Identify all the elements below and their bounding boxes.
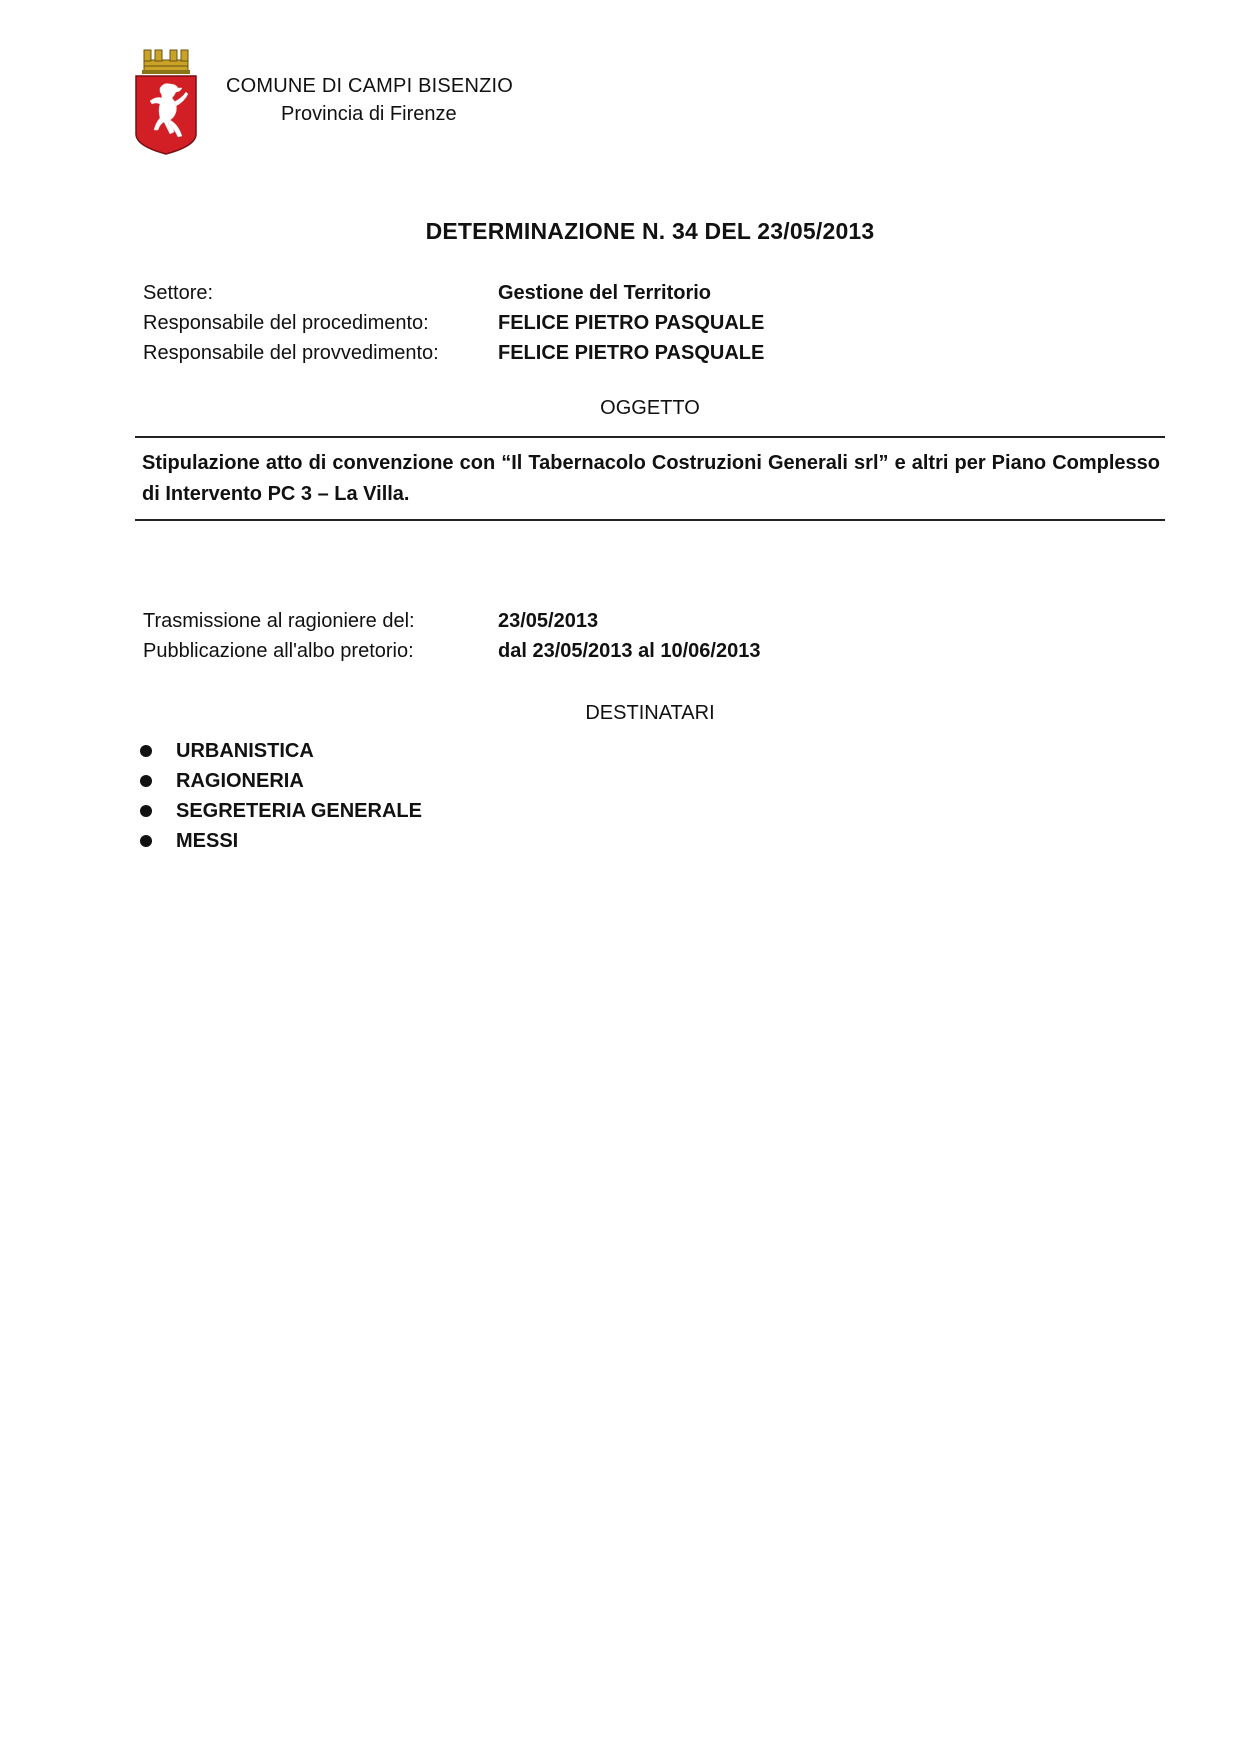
document-title: DETERMINAZIONE N. 34 DEL 23/05/2013 [425, 218, 875, 244]
recipients-list [140, 736, 422, 856]
comune-name: COMUNE DI CAMPI BISENZIO [226, 75, 514, 97]
campi-bisenzio-crest-icon [134, 46, 198, 156]
info-value: Gestione del Territorio [498, 282, 711, 304]
info-row-pubblicazione [143, 636, 760, 666]
info-value: FELICE PIETRO PASQUALE [498, 342, 765, 364]
list-item [140, 826, 422, 856]
info-label: Responsabile del procedimento: [143, 312, 429, 334]
info-label: Settore: [143, 282, 214, 304]
divider-top [135, 436, 1165, 438]
info-block-bottom [143, 606, 760, 666]
header-text [226, 72, 513, 128]
list-item [140, 736, 422, 766]
bullet-icon [140, 745, 152, 757]
bullet-icon [140, 775, 152, 787]
oggetto-text: Stipulazione atto di convenzione con “Il Tabernacolo Costruzioni Generali srl” e altri per Piano Complesso di Intervento PC 3 – La Villa. [142, 452, 1160, 505]
recipient-label: RAGIONERIA [176, 770, 304, 792]
list-item [140, 766, 422, 796]
destinatari-heading: DESTINATARI [585, 702, 715, 724]
info-row-settore [143, 278, 764, 308]
info-value: FELICE PIETRO PASQUALE [498, 312, 765, 334]
divider-bottom [135, 519, 1165, 521]
info-row-trasmissione [143, 606, 760, 636]
recipient-label: SEGRETERIA GENERALE [176, 800, 422, 822]
oggetto-heading: OGGETTO [600, 397, 700, 419]
crown-icon [142, 50, 190, 74]
info-block-top [143, 278, 764, 368]
list-item [140, 796, 422, 826]
info-row-responsabile-provvedimento [143, 338, 764, 368]
bullet-icon [140, 835, 152, 847]
info-value: 23/05/2013 [498, 610, 599, 632]
info-row-responsabile-procedimento [143, 308, 764, 338]
recipient-label: URBANISTICA [176, 740, 314, 762]
provincia-name: Provincia di Firenze [281, 103, 457, 125]
info-label: Pubblicazione all'albo pretorio: [143, 640, 414, 662]
bullet-icon [140, 805, 152, 817]
info-label: Trasmissione al ragioniere del: [143, 610, 415, 632]
info-label: Responsabile del provvedimento: [143, 342, 439, 364]
recipient-label: MESSI [176, 830, 239, 852]
info-value: dal 23/05/2013 al 10/06/2013 [498, 640, 761, 662]
